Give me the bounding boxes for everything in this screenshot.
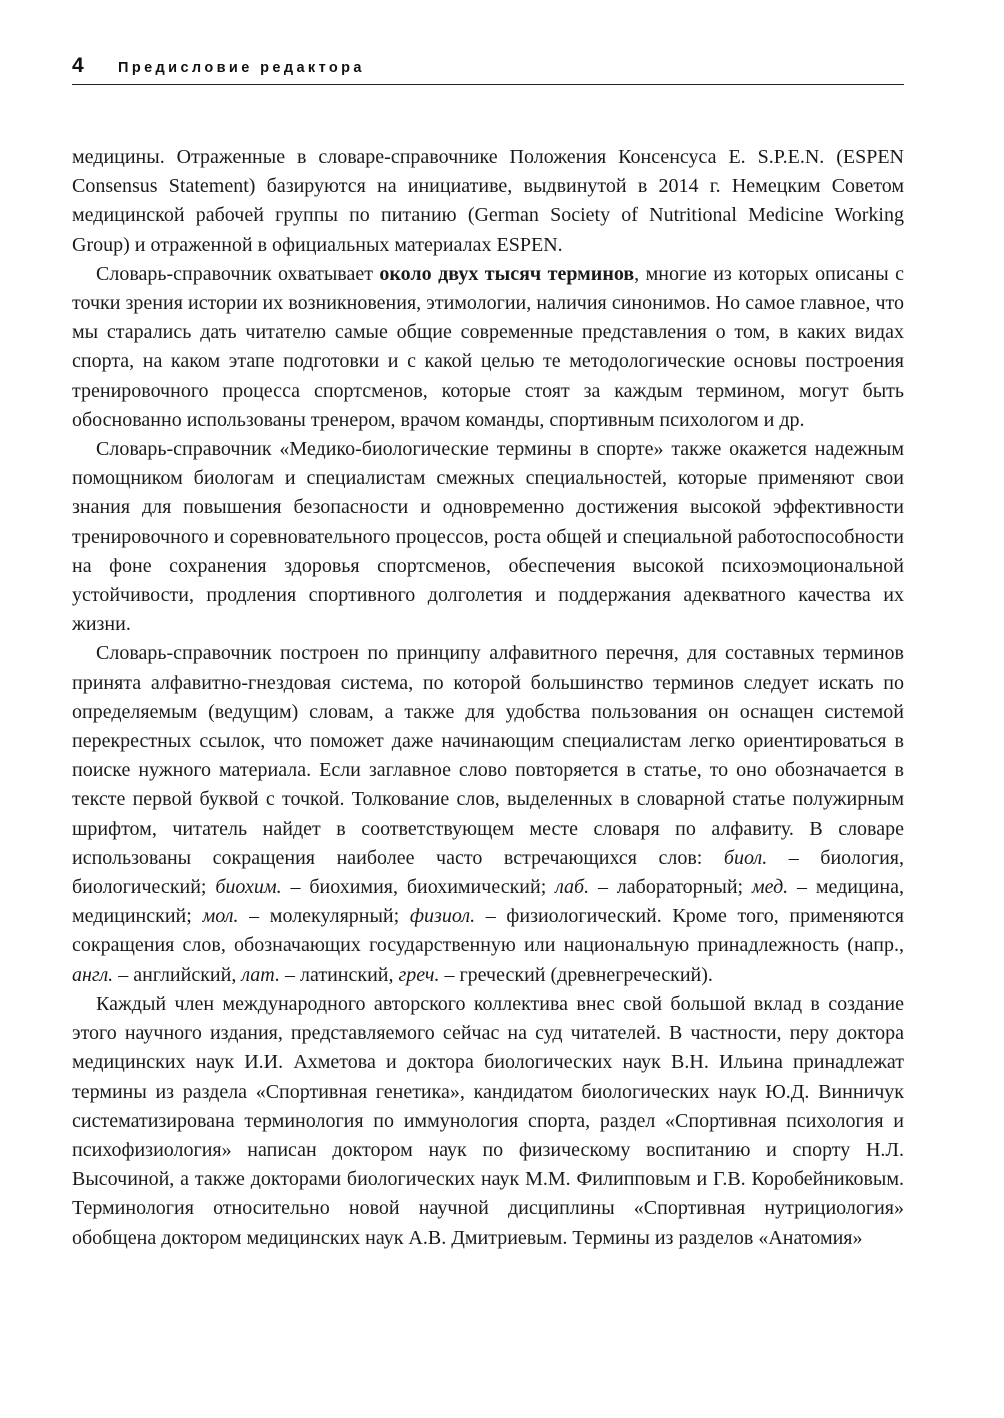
text-run: Словарь-справочник охватывает [96, 262, 380, 285]
body-text [72, 143, 904, 1253]
italic-run: лаб. [555, 876, 590, 899]
text-run: , многие из которых описаны с точки зрения истории их возникновения, этимологии, наличия синонимов. Но самое главное, что мы старались дать читателю самые общие современные представления о том, в каких видах спорта, на каком этапе подготовки и с какой целью те методологические основы построения тренировочного процесса спортсменов, которые стоят за каждым термином, могут быть обоснованно использованы тренером, врачом команды, спортивным психологом и др. [72, 262, 904, 431]
text-run: – молекулярный; [238, 905, 410, 928]
text-run: – лабораторный; [589, 876, 752, 899]
paragraph [72, 260, 904, 435]
bold-run: около двух тысяч терминов [379, 262, 635, 285]
paragraph [72, 435, 904, 639]
paragraph [72, 990, 904, 1253]
text-run: – греческий (древнегреческий). [439, 963, 713, 986]
italic-run: биол. [723, 846, 768, 869]
text-run: – биология, биологический; [72, 846, 904, 899]
text-run: медицины. Отраженные в словаре-справочнике Положения Консенсуса E. S.P.E.N. (ESPEN Consensus Statement) базируются на инициативе, выдвинутой в 2014 г. Немецким Советом медицинской рабочей группы по питанию (German Society of Nutritional Medicine Working Group) и отраженной в официальных материалах ESPEN. [72, 146, 904, 256]
paragraph [72, 639, 904, 989]
text-run: – медицина, медицинский; [72, 876, 905, 928]
section-title: Предисловие редактора [118, 60, 365, 76]
text-run: Каждый член международного авторского коллектива внес свой большой вклад в создание этого научного издания, представляемого сейчас на суд читателей. В частности, перу доктора медицинских наук И.И. Ахметова и доктора биологических наук В.Н. Ильина принадлежат термины из раздела «Спортивная генетика», кандидатом биологических наук Ю.Д. Винничук систематизирована терминология по иммунология спорта, раздел «Спортивная психология и психофизиология» написан доктором наук по физическому воспитанию и спорту Н.Л. Высочиной, а также докторами биологических наук М.М. Филипповым и Г.В. Коробейниковым. Терминология относительно новой научной дисциплины «Спортивная нутрициология» обобщена доктором медицинских наук А.В. Дмитриевым. Термины из разделов «Анатомия» [72, 992, 904, 1249]
running-head [72, 54, 904, 85]
text-run: – физиологический. Кроме того, применяются сокращения слов, обозначающих государственную или национальную принадлежность (напр., [72, 905, 904, 957]
italic-run: биохим. [215, 876, 282, 899]
italic-run: мол. [202, 905, 239, 928]
italic-run: англ. [72, 963, 114, 986]
text-run: Словарь-справочник построен по принципу алфавитного перечня, для составных терминов принята алфавитно-гнездовая система, по которой большинство терминов следует искать по определяемым (ведущим) словам, а также для удобства пользования он оснащен системой перекрестных ссылок, что поможет даже начинающим специалистам легко ориентироваться в поиске нужного материала. Если заглавное слово повторяется в статье, то оно обозначается в тексте первой буквой с точкой. Толкование слов, выделенных в словарной статье полужирным шрифтом, читатель найдет в соответствующем месте словаря по алфавиту. В словаре использованы сокращения наиболее часто встречающихся слов: [72, 642, 904, 869]
text-run: Словарь-справочник «Медико-биологические термины в спорте» также окажется надежным помощником биологам и специалистам смежных специальностей, которые применяют свои знания для повышения безопасности и одновременно достижения высокой эффективности тренировочного и соревновательного процессов, роста общей и специальной работоспособности на фоне сохранения здоровья спортсменов, обеспечения высокой психоэмоциональной устойчивости, продления спортивного долголетия и поддержания адекватного качества их жизни. [72, 438, 904, 636]
text-run: – биохимия, биохимический; [281, 876, 556, 899]
paragraph [72, 143, 904, 260]
italic-run: физиол. [409, 905, 476, 928]
page-number: 4 [72, 54, 84, 77]
text-run: – латинский, [280, 963, 399, 986]
italic-run: мед. [751, 876, 789, 899]
italic-run: лат. [241, 963, 280, 986]
text-run: – английский, [113, 963, 242, 986]
italic-run: греч. [398, 963, 440, 986]
